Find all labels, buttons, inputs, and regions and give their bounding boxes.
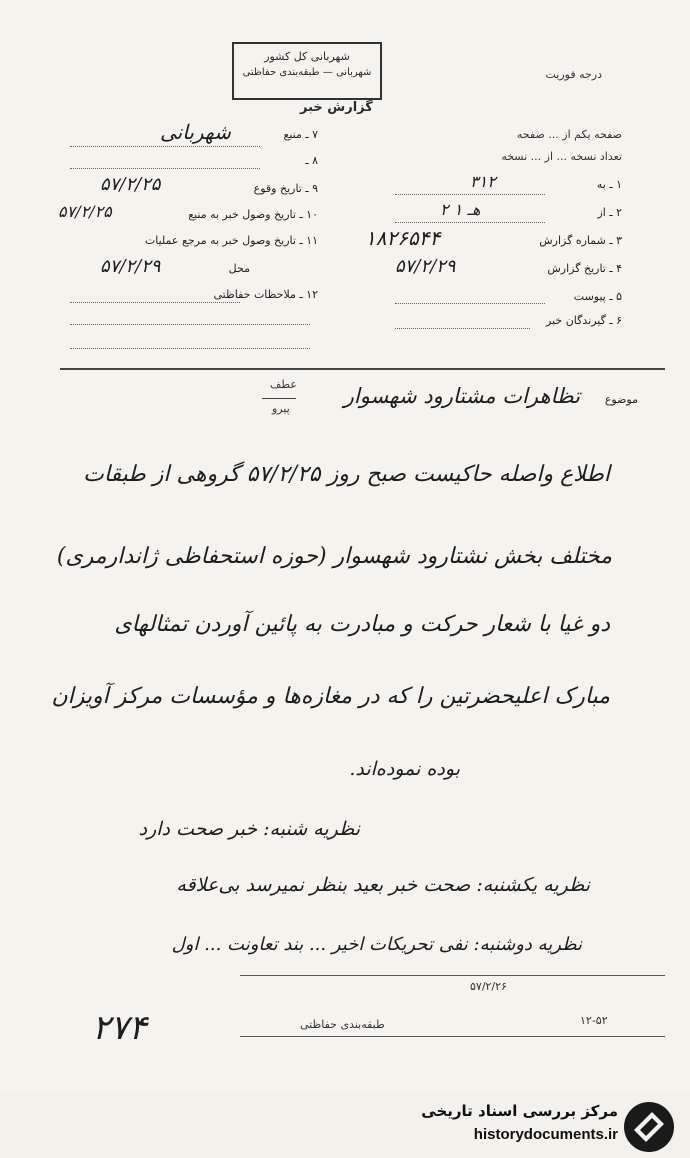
- subject-followup: پیرو: [272, 402, 290, 415]
- field-value: ۳۱۲: [470, 172, 496, 191]
- report-title: گزارش خبر: [300, 100, 373, 115]
- reference-divider: [262, 398, 296, 399]
- subject-label: موضوع: [604, 393, 638, 406]
- page-label: صفحه یکم از ... صفحه: [516, 128, 622, 141]
- field-value: ۵۷/۲/۲۹: [100, 256, 161, 277]
- copy-label: تعداد نسخه ... از ... نسخه: [501, 150, 622, 163]
- body-line: اطلاع واصله حاکیست صبح روز ۵۷/۲/۲۵ گروهی از طبقات: [83, 462, 610, 487]
- dotted-line: [395, 328, 530, 329]
- footer-code: ۱۲-۵۲: [580, 1014, 608, 1027]
- field-label: ۱۰ ـ تاریخ وصول خبر به منبع: [188, 208, 318, 221]
- stamp-subtitle: شهربانی — طبقه‌بندی حفاظتی: [242, 67, 372, 78]
- page-number: ۲۷۴: [92, 1008, 147, 1048]
- archive-logo-icon: [622, 1100, 676, 1154]
- note-line: نظریه شنبه: خبر صحت دارد: [138, 818, 360, 840]
- subject-reference: عطف: [270, 378, 297, 391]
- field-label: محل: [228, 262, 250, 275]
- field-label: ۱۲ ـ ملاحظات حفاظتی: [213, 288, 318, 301]
- field-label: ۱۱ ـ تاریخ وصول خبر به مرجع عملیات: [144, 234, 318, 247]
- field-label: ۶ ـ گیرندگان خبر: [546, 314, 622, 327]
- note-line: نظریه دوشنبه: نفی تحریکات اخیر ... بند تعاونت ... اول: [171, 934, 582, 955]
- field-label: ۸ ـ: [305, 154, 318, 167]
- degree-label: درجه فوریت: [545, 68, 602, 81]
- subject-value: تظاهرات مشتارود شهسوار: [343, 384, 580, 408]
- dotted-line: [395, 303, 545, 304]
- body-line: دو غیا با شعار حرکت و مبادرت به پائین آوردن تمثالهای: [114, 612, 610, 637]
- body-line: مختلف بخش نشتارود شهسوار (حوزه استحفاظی ژاندارمری): [56, 544, 612, 569]
- body-line: مبارک اعلیحضرتین را که در مغازه‌ها و مؤسسات مرکز آویزان: [51, 684, 610, 709]
- field-label: ۹ ـ تاریخ وقوع: [253, 182, 318, 195]
- field-label: ۷ ـ منبع: [283, 128, 318, 141]
- dotted-line: [70, 348, 310, 349]
- field-label: ۳ ـ شماره گزارش: [539, 234, 622, 247]
- field-label: ۱ ـ به: [596, 178, 622, 191]
- section-divider: [60, 368, 665, 370]
- note-line: نظریه یکشنبه: صحت خبر بعید بنظر نمیرسد بی‌علاقه: [176, 874, 590, 896]
- dotted-line: [395, 194, 545, 195]
- field-value: ۵۷/۲/۲۵: [58, 202, 112, 221]
- header-stamp: [232, 42, 382, 100]
- field-label: ۴ ـ تاریخ گزارش: [547, 262, 622, 275]
- field-value: ۲ هـ ۱: [440, 200, 481, 219]
- dotted-line: [70, 168, 260, 169]
- body-line: بوده نموده‌اند.: [349, 758, 460, 780]
- footer-classification: طبقه‌بندی حفاظتی: [300, 1018, 385, 1031]
- field-value: ۵۷/۲/۲۹: [395, 256, 456, 277]
- brand-site: historydocuments.ir: [473, 1126, 618, 1143]
- stamp-title: شهربانی کل کشور: [264, 50, 350, 63]
- field-label: ۵ ـ پیوست: [573, 290, 622, 303]
- field-value: شهربانی: [160, 120, 231, 144]
- field-label: ۲ ـ از: [597, 206, 622, 219]
- dotted-line: [70, 146, 260, 147]
- footer-date: ۵۷/۲/۲۶: [470, 980, 507, 993]
- dotted-line: [70, 302, 240, 303]
- field-value: ۵۷/۲/۲۵: [100, 174, 161, 195]
- field-value: ۱۸۲۶۵۴۴: [365, 226, 441, 250]
- brand-name: مرکز بررسی اسناد تاریخی: [421, 1102, 618, 1120]
- footer-stamp: [240, 975, 665, 1037]
- dotted-line: [70, 324, 310, 325]
- dotted-line: [395, 222, 545, 223]
